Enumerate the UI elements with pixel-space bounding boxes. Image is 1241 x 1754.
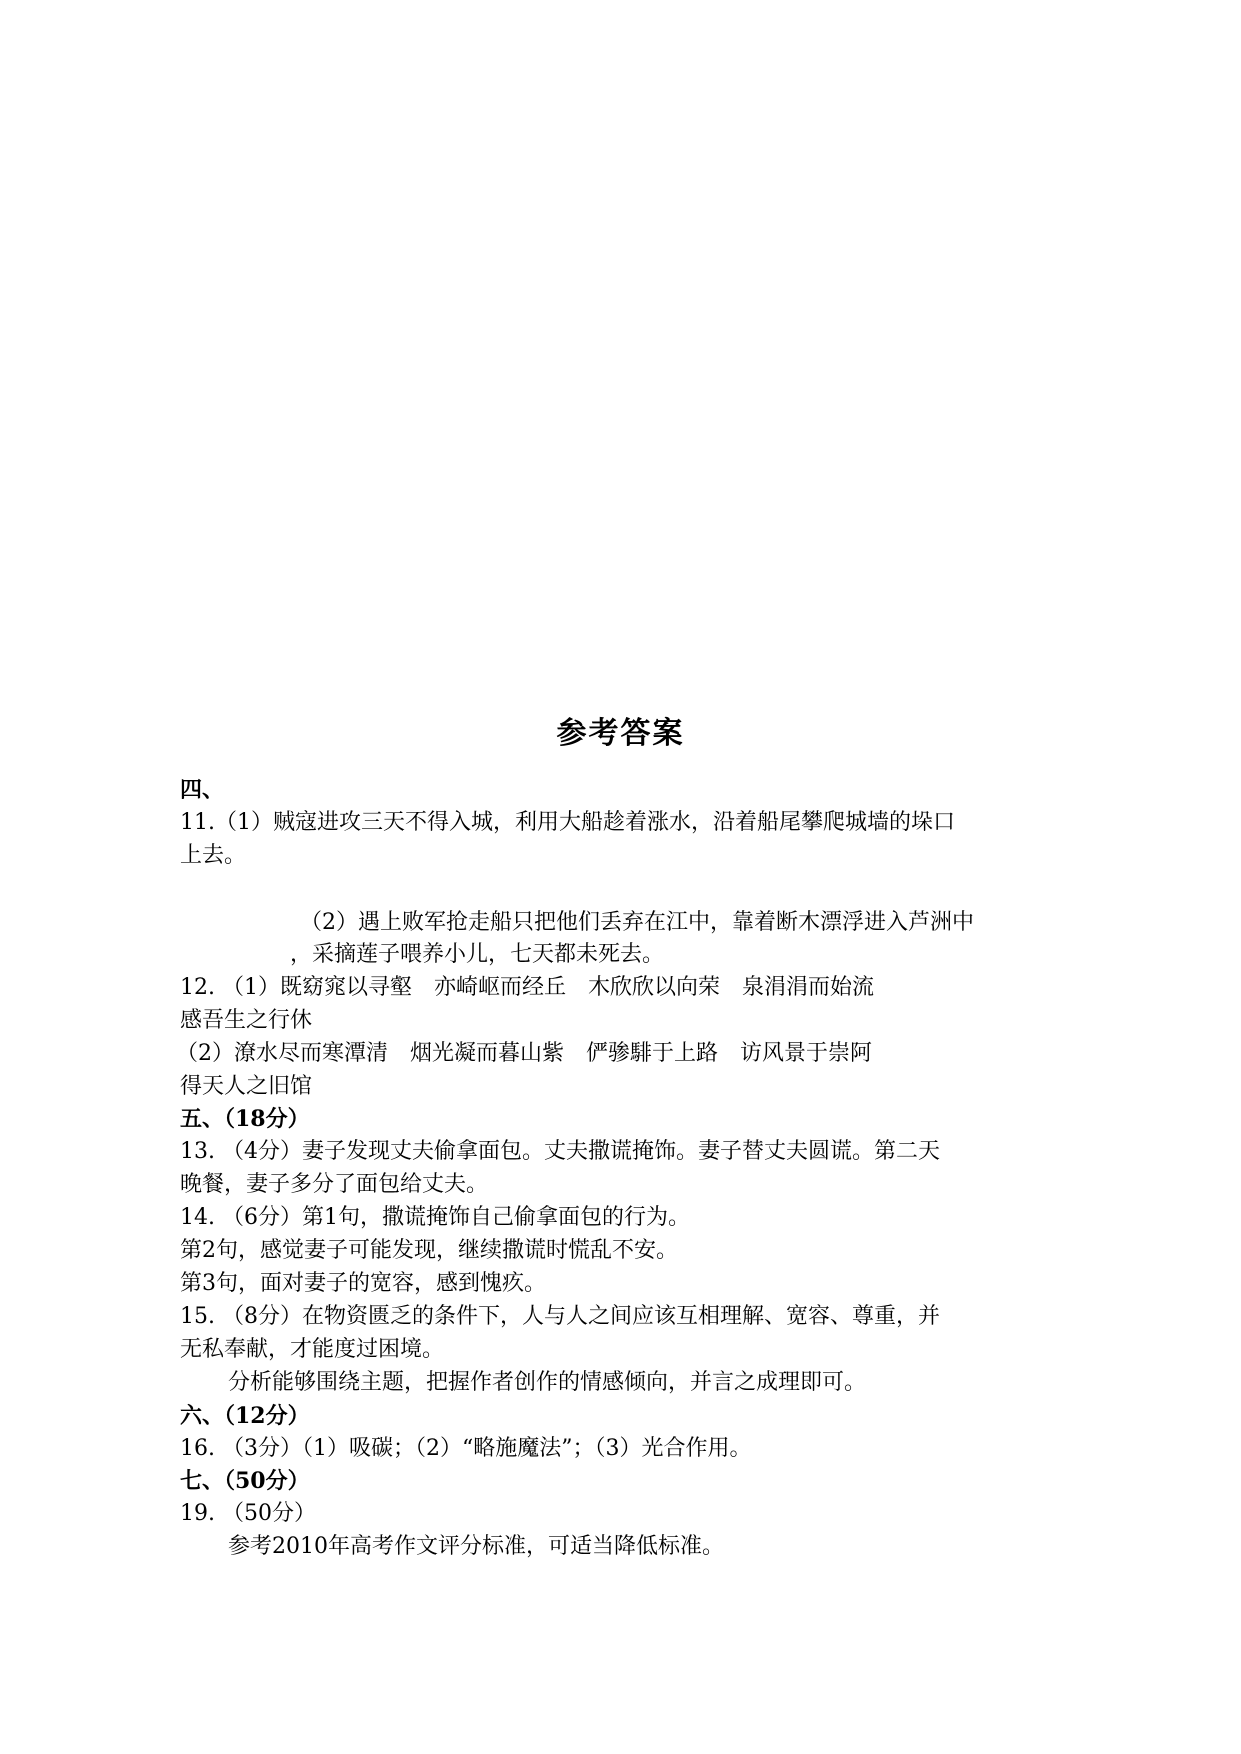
section-heading-4: 四、 [180,777,225,803]
page-title: 参考答案 [556,716,685,751]
answer-15-line-2: 无私奉献，才能度过困境。 [180,1337,445,1362]
answer-12-line-2: 感吾生之行休 [180,1008,313,1033]
answer-16-line-1: 16. （3分）（1）吸碳；（2）“略施魔法”；（3）光合作用。 [180,1436,752,1461]
answer-19-line-1: 19. （50分） [180,1501,316,1526]
answer-11-line-4: ，采摘莲子喂养小儿，七天都未死去。 [290,942,665,967]
answer-11-line-1: 11.（1）贼寇进攻三天不得入城，利用大船趁着涨水，沿着船尾攀爬城墙的垛口 [180,810,955,835]
answer-14-line-3: 第3句，面对妻子的宽容，感到愧疚。 [180,1271,546,1296]
answer-13-line-1: 13. （4分）妻子发现丈夫偷拿面包。丈夫撒谎掩饰。妻子替丈夫圆谎。第二天 [180,1139,940,1164]
answer-11-line-2: 上去。 [180,843,247,868]
answer-19-line-2: 参考2010年高考作文评分标准，可适当降低标准。 [228,1534,724,1559]
answer-11-line-3: （2）遇上败军抢走船只把他们丢弃在江中，靠着断木漂浮进入芦洲中 [300,910,974,935]
section-heading-6: 六、（12分） [180,1403,310,1429]
answer-15-line-1: 15. （8分）在物资匮乏的条件下，人与人之间应该互相理解、宽容、尊重，并 [180,1304,940,1329]
answer-12-line-1: 12. （1）既窈窕以寻壑 亦崎岖而经丘 木欣欣以向荣 泉涓涓而始流 [180,975,874,1000]
answer-14-line-2: 第2句，感觉妻子可能发现，继续撒谎时慌乱不安。 [180,1238,678,1263]
answer-14-line-1: 14. （6分）第1句，撒谎掩饰自己偷拿面包的行为。 [180,1205,690,1230]
section-heading-5: 五、（18分） [180,1106,310,1132]
answer-13-line-2: 晚餐，妻子多分了面包给丈夫。 [180,1172,489,1197]
section-heading-7: 七、（50分） [180,1468,310,1494]
answer-12-line-3: （2）潦水尽而寒潭清 烟光凝而暮山紫 俨骖騑于上路 访风景于崇阿 [176,1041,872,1066]
answer-15-line-3: 分析能够围绕主题，把握作者创作的情感倾向，并言之成理即可。 [228,1370,867,1395]
answer-12-line-4: 得天人之旧馆 [180,1074,313,1099]
